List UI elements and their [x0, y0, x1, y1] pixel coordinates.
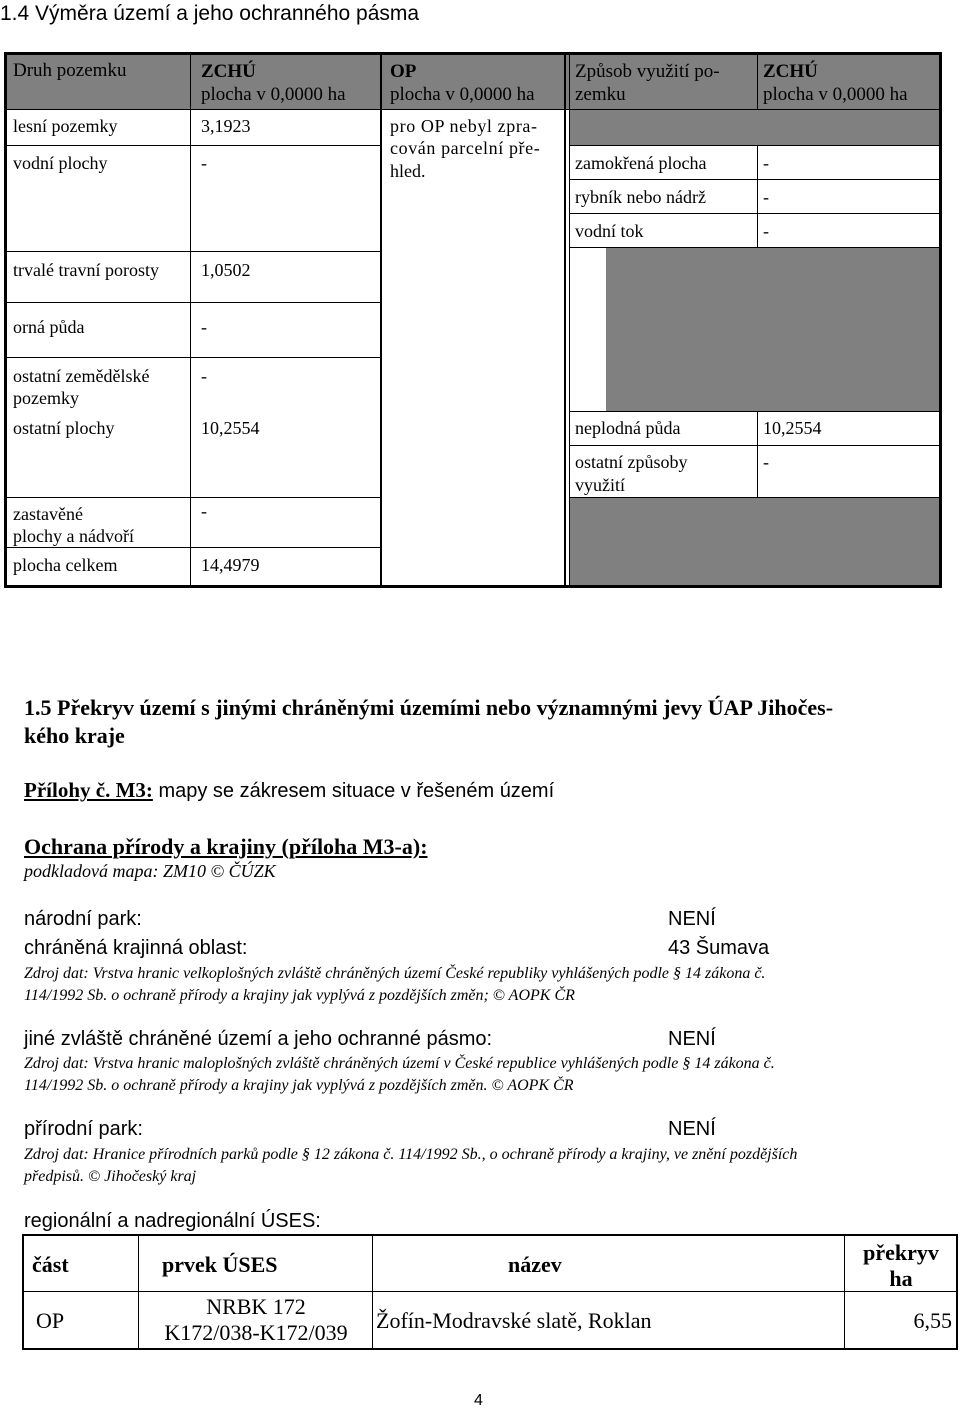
sub-value: -	[763, 153, 769, 173]
uses-cell-nazev: Žofín-Modravské slatě, Roklan	[376, 1308, 652, 1333]
row-druh: zastavěné	[13, 504, 83, 524]
row-druh: ostatní zemědělské	[13, 366, 150, 386]
grey-block	[606, 247, 939, 411]
row-value: -	[201, 153, 207, 173]
row-druh: plochy a nádvoří	[13, 526, 134, 546]
sub-name: neplodná půda	[575, 418, 681, 438]
row-value: 3,1923	[201, 116, 251, 136]
row-druh: orná půda	[13, 317, 85, 337]
header-zchu-2: ZCHÚ	[763, 61, 818, 82]
section-heading-1-4: 1.4 Výměra území a jeho ochranného pásma	[0, 2, 420, 25]
source-note-2: Zdroj dat: Vrstva hranic maloplošných zvláště chráněných území v České republice vyhlášených podle § 14 zákona č. 114/1992 Sb. o ochraně přírody a krajiny jak vyplývá z pozdějších změn. © AOPK ČR	[24, 1055, 775, 1094]
prilohy-text: mapy se zákresem situace v řešeném území	[152, 780, 555, 802]
row-druh: plocha celkem	[13, 555, 118, 575]
row-druh: trvalé travní porosty	[13, 260, 159, 280]
narodni-park-value: NENÍ	[668, 908, 716, 930]
op-note-3: hled.	[390, 161, 426, 181]
op-note-1: pro OP nebyl zpra-	[390, 116, 538, 136]
header-zchu-2-unit: plocha v 0,0000 ha	[763, 84, 908, 105]
chko-value: 43 Šumava	[668, 937, 770, 959]
section-heading-1-5: 1.5 Překryv území s jinými chráněnými územími nebo významnými jevy ÚAP Jihočes- kého kraje	[24, 695, 834, 748]
podklad-text: podkladová mapa: ZM10 © ČÚZK	[24, 861, 276, 881]
jine-label: jiné zvláště chráněné území a jeho ochranné pásmo:	[24, 1028, 493, 1050]
sub-name: využití	[575, 475, 625, 495]
uses-cell-prvek: NRBK 172 K172/038-K172/039	[164, 1294, 348, 1345]
prirodni-park-label: přírodní park:	[24, 1118, 143, 1140]
ochrana-title: Ochrana přírody a krajiny (příloha M3-a):	[24, 834, 428, 859]
sub-value: -	[763, 221, 769, 241]
uses-cell-prekryv: 6,55	[913, 1308, 952, 1333]
sub-name: rybník nebo nádrž	[575, 187, 706, 207]
row-value: -	[201, 317, 207, 337]
header-zchu-unit: plocha v 0,0000 ha	[201, 84, 346, 105]
row-value: 10,2554	[201, 418, 260, 438]
header-zpusob-2: zemku	[575, 84, 626, 105]
header-druh: Druh pozemku	[13, 60, 127, 81]
uses-table	[22, 1234, 958, 1350]
chko-label: chráněná krajinná oblast:	[24, 937, 248, 959]
op-note-2: cován parcelní pře-	[390, 138, 541, 158]
row-druh: lesní pozemky	[13, 116, 118, 136]
row-value: 1,0502	[201, 260, 251, 280]
row-value: -	[201, 366, 207, 386]
uses-cell-cast: OP	[36, 1308, 65, 1333]
sub-value: 10,2554	[763, 418, 822, 438]
row-druh: vodní plochy	[13, 153, 108, 173]
sub-name: ostatní způsoby	[575, 452, 688, 472]
source-note-3: Zdroj dat: Hranice přírodních parků podle § 12 zákona č. 114/1992 Sb., o ochraně přírody a krajiny, ve znění pozdějších předpisů. © Jihočeský kraj	[24, 1146, 798, 1185]
narodni-park-label: národní park:	[24, 908, 142, 930]
uses-header-prvek: prvek ÚSES	[162, 1252, 278, 1277]
prilohy-line	[24, 778, 554, 803]
row-druh: ostatní plochy	[13, 418, 115, 438]
grey-block	[569, 497, 939, 585]
uses-header-nazev: název	[508, 1252, 562, 1277]
sub-value: -	[763, 187, 769, 207]
prilohy-label: Přílohy č. M3:	[24, 778, 153, 802]
header-zpusob-1: Způsob využití po-	[575, 61, 720, 82]
jine-value: NENÍ	[668, 1028, 716, 1050]
header-zchu: ZCHÚ	[201, 61, 256, 82]
row-druh: pozemky	[13, 388, 79, 408]
page-number: 4	[474, 1392, 483, 1409]
sub-name: vodní tok	[575, 221, 644, 241]
sub-value: -	[763, 452, 769, 472]
sub-name: zamokřená plocha	[575, 153, 707, 173]
uses-header-prekryv: překryv ha	[863, 1240, 939, 1291]
source-note-1: Zdroj dat: Vrstva hranic velkoplošných zvláště chráněných území České republiky vyhlášených podle § 14 zákona č. 114/1992 Sb. o ochraně přírody a krajiny jak vyplývá z pozdějších změn; © AOPK ČR	[24, 965, 766, 1004]
row-value: -	[201, 501, 207, 521]
uses-header-cast: část	[32, 1252, 69, 1277]
header-op-unit: plocha v 0,0000 ha	[390, 84, 535, 105]
header-op: OP	[390, 61, 417, 82]
grey-block	[757, 109, 939, 145]
area-table	[4, 52, 942, 588]
uses-label: regionální a nadregionální ÚSES:	[24, 1210, 321, 1232]
prirodni-park-value: NENÍ	[668, 1118, 716, 1140]
row-value: 14,4979	[201, 555, 260, 575]
